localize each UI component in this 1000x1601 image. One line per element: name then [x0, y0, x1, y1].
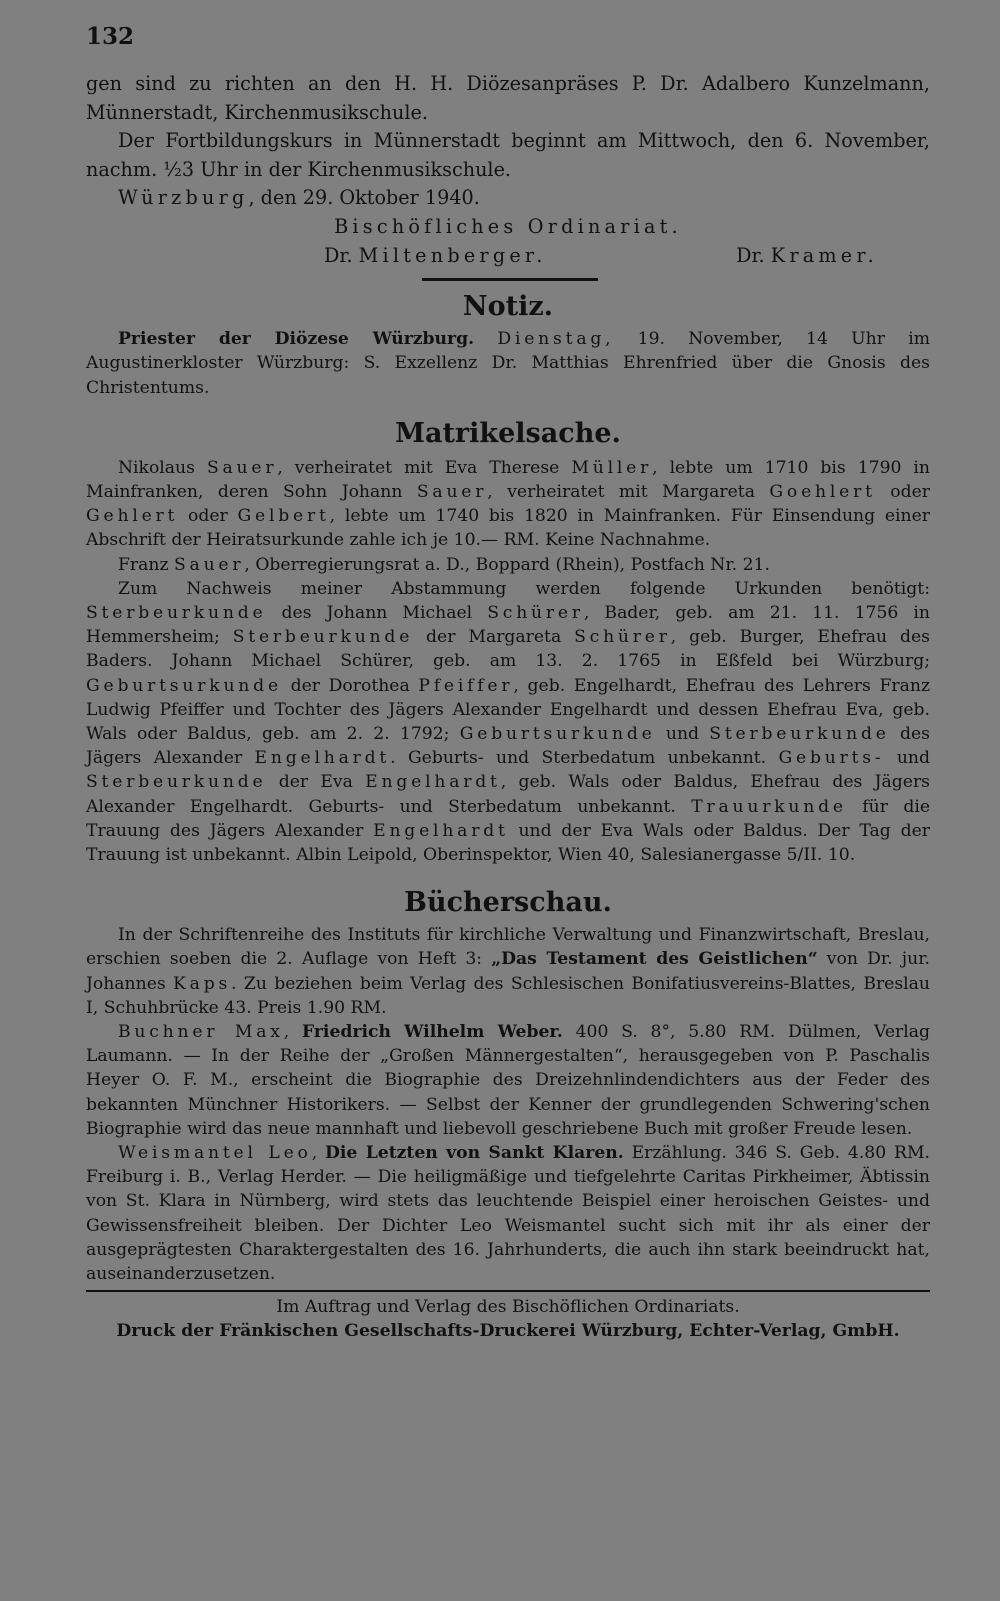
signature-kramer [736, 242, 878, 271]
signature-name: Kramer. [770, 243, 878, 267]
date-text: , den 29. Oktober 1940. [248, 186, 480, 210]
buecherschau-heading: Bücherschau. [404, 887, 612, 919]
place-date-line [86, 184, 930, 213]
notiz-section [86, 289, 930, 400]
signature-prefix: Dr. [736, 243, 765, 267]
signature-miltenberger [324, 242, 547, 271]
matrikel-paragraph-2: Franz Sauer, Oberregierungsrat a. D., Boppard (Rhein), Postfach Nr. 21. [118, 554, 770, 575]
ordinariat-signature: Bischöfliches Ordinariat. [334, 214, 682, 238]
place-name: Würzburg [118, 186, 249, 210]
review-paragraph-2: Buchner Max, Friedrich Wilhelm Weber. 400 S. 8°, 5.80 RM. Dülmen, Verlag Laumann. — In der Reihe der „Großen Männergestalten“, herausgegeben von P. Paschalis Heyer O. F. M., erscheint die Biographie des Dreizehnlindendichters aus der Feder des bekannten Münchner Historikers. — Selbst der Kenner der grundlegenden Schwering'schen Biographie wird das neue mannhaft und liebevoll geschriebene Buch mit großer Freude lesen. [86, 1022, 930, 1139]
section-divider [422, 278, 598, 281]
matrikel-paragraph-1: Nikolaus Sauer, verheiratet mit Eva Therese Müller, lebte um 1710 bis 1790 in Mainfranken, deren Sohn Johann Sauer, verheiratet mit Margareta Goehlert oder Gehlert oder Gelbert, lebte um 1740 bis 1820 in Mainfranken. Für Einsendung einer Abschrift der Heiratsurkunde zahle ich je 10.— RM. Keine Nachnahme. [86, 457, 931, 551]
intro-paragraph-2: Der Fortbildungskurs in Münnerstadt beginnt am Mittwoch, den 6. November, nachm. ½3 Uhr in der Kirchenmusikschule. [86, 129, 930, 181]
notiz-paragraph [86, 327, 930, 400]
matrikelsache-section [86, 416, 930, 867]
signature-names [86, 242, 930, 271]
intro-paragraph-1: gen sind zu richten an den H. H. Diözesanpräses P. Dr. Adalbero Kunzelmann, Münnerstadt, Kirchenmusikschule. [86, 72, 930, 124]
intro-section [86, 70, 930, 270]
signature-name: Miltenberger. [358, 243, 547, 267]
notiz-lead: Priester der Diözese Würzburg. [118, 329, 475, 350]
notiz-day: Dienstag, [497, 329, 615, 350]
review-paragraph-3: Weismantel Leo, Die Letzten von Sankt Klaren. Erzählung. 346 S. Geb. 4.80 RM. Freiburg i. B., Verlag Herder. — Die heiligmäßige und tiefgelehrte Caritas Pirkheimer, Äbtissin von St. Klara in Nürnberg, wird stets das leuchtende Beispiel einer heroischen Geistes- und Gewissensfreiheit bleiben. Der Dichter Leo Weismantel sucht sich mit ihr als einer der ausgeprägtesten Charaktergestalten des 16. Jahrhunderts, die auch ihn stark beeindruckt hat, auseinanderzusetzen. [86, 1143, 931, 1285]
review-paragraph-1: In der Schriftenreihe des Instituts für kirchliche Verwaltung und Finanzwirtschaft, Breslau, erschien soeben die 2. Auflage von Heft 3: „Das Testament des Geistlichen“ von Dr. jur. Johannes Kaps. Zu beziehen beim Verlag des Schlesischen Bonifatiusvereins-Blattes, Breslau I, Schuhbrücke 43. Preis 1.90 RM. [86, 925, 930, 1018]
footer-divider [86, 1290, 930, 1292]
matrikel-paragraph-3: Zum Nachweis meiner Abstammung werden folgende Urkunden benötigt: Sterbeurkunde des Johann Michael Schürer, Bader, geb. am 21. 11. 1756 in Hemmersheim; Sterbeurkunde der Margareta Schürer, geb. Burger, Ehefrau des Baders. Johann Michael Schürer, geb. am 13. 2. 1765 in Eßfeld bei Würzburg; Geburtsurkunde der Dorothea Pfeiffer, geb. Engelhardt, Ehefrau des Lehrers Franz Ludwig Pfeiffer und Tochter des Jägers Alexander Engelhardt und dessen Ehefrau Eva, geb. Wals oder Baldus, geb. am 2. 2. 1792; Geburtsurkunde und Sterbeurkunde des Jägers Alexander Engelhardt. Geburts- und Sterbedatum unbekannt. Geburts- und Sterbeurkunde der Eva Engelhardt, geb. Wals oder Baldus, Ehefrau des Jägers Alexander Engelhardt. Geburts- und Sterbedatum unbekannt. Trauurkunde für die Trauung des Jägers Alexander Engelhardt und der Eva Wals oder Baldus. Der Tag der Trauung ist unbekannt. Albin Leipold, Oberinspektor, Wien 40, Salesianergasse 5/II. 10. [86, 578, 931, 866]
notiz-heading: Notiz. [462, 291, 554, 323]
page-number: 132 [86, 23, 135, 50]
imprint-footer [86, 1295, 930, 1343]
imprint-line-1: Im Auftrag und Verlag des Bischöflichen Ordinariats. [276, 1297, 740, 1318]
matrikelsache-heading: Matrikelsache. [395, 417, 621, 449]
signature-prefix: Dr. [324, 243, 353, 267]
buecherschau-section [86, 885, 930, 1286]
imprint-line-2: Druck der Fränkischen Gesellschafts-Druckerei Würzburg, Echter-Verlag, GmbH. [116, 1321, 900, 1342]
notiz-text: 19. November, 14 Uhr im Augustinerkloster Würzburg: S. Exzellenz Dr. Matthias Ehrenfried über die Gnosis des Christentums. [86, 329, 931, 398]
